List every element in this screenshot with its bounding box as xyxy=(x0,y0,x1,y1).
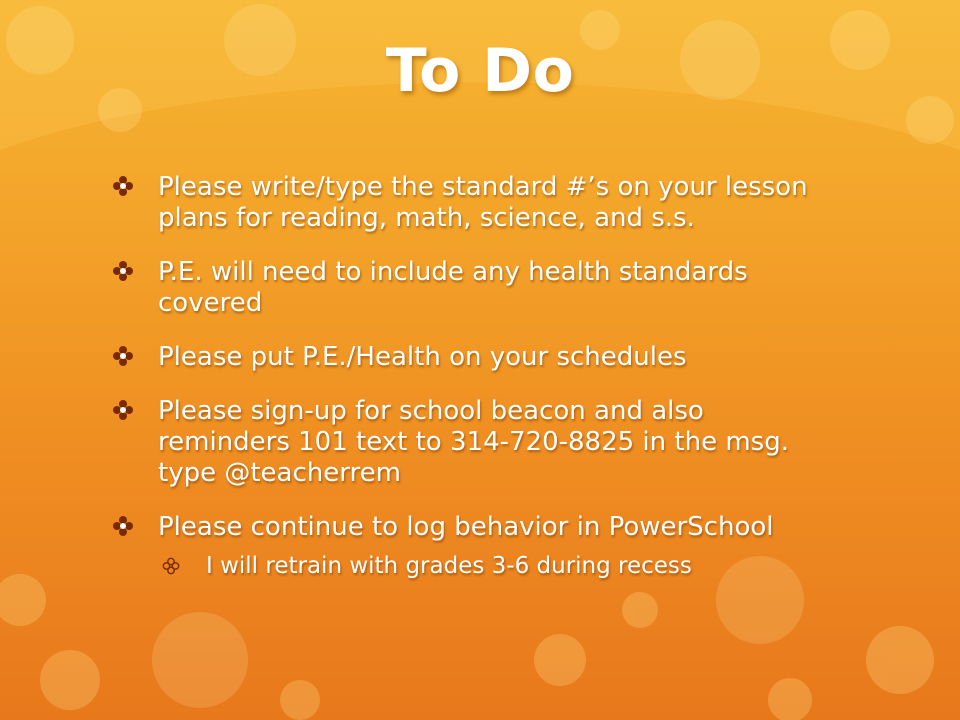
sub-list-item-text: I will retrain with grades 3-6 during recess xyxy=(206,553,692,579)
list-item xyxy=(112,172,832,234)
list-item-text: Please continue to log behavior in PowerSchool xyxy=(158,512,774,542)
flower-bullet-icon xyxy=(112,260,134,282)
slide-title: To Do xyxy=(385,36,575,106)
bullet-list xyxy=(112,172,832,581)
list-item-text: Please put P.E./Health on your schedules xyxy=(158,342,687,372)
list-item xyxy=(112,342,832,373)
flower-bullet-icon xyxy=(112,399,134,421)
flower-bullet-icon xyxy=(112,345,134,367)
flower-bullet-icon xyxy=(112,515,134,537)
flower-bullet-icon xyxy=(112,175,134,197)
list-item-text: Please write/type the standard #’s on your lesson plans for reading, math, science, and s.s. xyxy=(158,172,808,233)
list-item xyxy=(112,396,832,489)
list-item-text: Please sign-up for school beacon and also reminders 101 text to 314-720-8825 in the msg. type @teacherrem xyxy=(158,396,789,488)
list-item-text: P.E. will need to include any health standards covered xyxy=(158,257,748,318)
list-item xyxy=(112,512,832,543)
sub-list-item xyxy=(112,552,832,581)
list-item xyxy=(112,257,832,319)
flower-outline-bullet-icon xyxy=(162,557,180,575)
